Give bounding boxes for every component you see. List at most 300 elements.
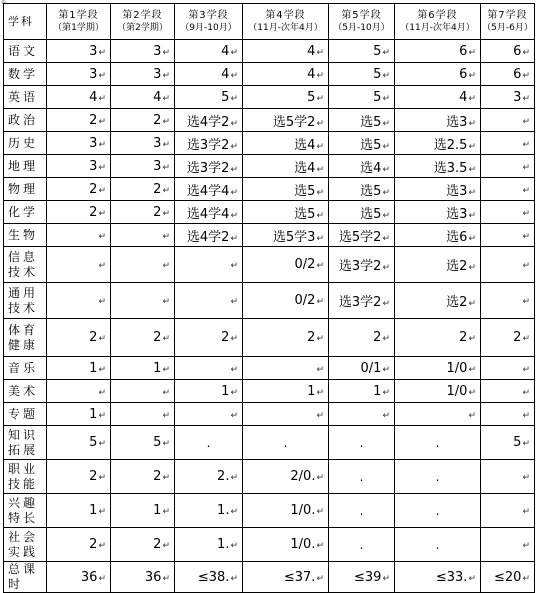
subject-cell: 通用技术 <box>4 283 47 319</box>
hours-value: 6 <box>513 43 522 59</box>
hours-cell <box>175 224 243 247</box>
table-row <box>4 562 535 593</box>
hours-value: 1 <box>89 360 98 376</box>
hours-cell <box>47 380 111 403</box>
hours-cell <box>243 528 329 562</box>
subject-cell: 专题 <box>4 403 47 426</box>
hours-cell <box>329 40 395 63</box>
hours-value: 3 <box>89 158 98 174</box>
hours-value: 3 <box>153 158 162 174</box>
hours-cell <box>47 178 111 201</box>
return-mark-icon: ↵ <box>316 141 324 152</box>
hours-cell <box>175 460 243 494</box>
hours-value: 选5 <box>294 183 316 199</box>
hours-cell <box>481 63 535 86</box>
return-mark-icon: ↵ <box>522 70 530 81</box>
subject-cell: 英语 <box>4 86 47 109</box>
header-semester-6 <box>395 4 481 40</box>
return-mark-icon: ↵ <box>468 334 476 344</box>
subject-cell: 历史 <box>4 132 47 155</box>
hours-cell <box>47 426 111 460</box>
return-mark-icon: ↵ <box>468 263 476 273</box>
return-mark-icon: ↵ <box>468 118 476 129</box>
hours-value: 选3 <box>446 206 468 222</box>
hours-cell <box>243 319 329 357</box>
hours-cell <box>329 528 395 562</box>
hours-cell <box>111 132 175 155</box>
table-row <box>4 460 535 494</box>
hours-value: 5 <box>307 89 316 105</box>
hours-cell <box>395 63 481 86</box>
hours-cell <box>243 562 329 593</box>
hours-cell <box>329 283 395 319</box>
hours-cell <box>47 86 111 109</box>
hours-value: 0/2 <box>294 293 316 308</box>
return-mark-icon: ↵ <box>382 118 390 129</box>
table-row <box>4 201 535 224</box>
hours-value: 0/2 <box>294 257 316 272</box>
return-mark-icon: ↵ <box>230 541 238 551</box>
return-mark-icon: ↵ <box>468 141 476 152</box>
hours-cell <box>329 494 395 528</box>
semester-title: 第4学段 <box>265 9 306 21</box>
table-row <box>4 247 535 283</box>
hours-cell <box>481 155 535 178</box>
hours-value: 4 <box>221 66 230 82</box>
return-mark-icon: ↵ <box>382 573 390 584</box>
hours-cell <box>47 132 111 155</box>
hours-cell <box>175 494 243 528</box>
subject-cell: 化学 <box>4 201 47 224</box>
table-row <box>4 403 535 426</box>
hours-cell <box>175 201 243 224</box>
return-mark-icon: ↵ <box>162 541 170 551</box>
header-semester-4 <box>243 4 329 40</box>
return-mark-icon: ↵ <box>316 70 324 81</box>
hours-cell <box>329 562 395 593</box>
hours-value: 1. <box>217 503 230 518</box>
hours-cell <box>481 403 535 426</box>
return-mark-icon: ↵ <box>230 507 238 517</box>
return-mark-icon: ↵ <box>162 364 170 375</box>
hours-cell <box>243 109 329 132</box>
hours-cell <box>243 283 329 319</box>
table-row <box>4 426 535 460</box>
hours-cell <box>111 319 175 357</box>
hours-cell <box>47 155 111 178</box>
hours-value: 4 <box>307 66 316 82</box>
hours-cell <box>395 132 481 155</box>
hours-cell <box>175 109 243 132</box>
return-mark-icon: ↵ <box>230 573 238 584</box>
subject-cell: 数学 <box>4 63 47 86</box>
hours-cell <box>395 357 481 380</box>
return-mark-icon: ↵ <box>98 334 106 344</box>
hours-value: 36 <box>80 569 98 585</box>
hours-value: 1/0. <box>290 503 316 518</box>
table-row <box>4 132 535 155</box>
hours-cell <box>111 86 175 109</box>
hours-value: 选5 <box>294 206 316 222</box>
hours-value: 1 <box>221 383 230 399</box>
return-mark-icon: ↵ <box>382 210 390 221</box>
table-row <box>4 109 535 132</box>
hours-value: 选4 <box>294 160 316 176</box>
hours-cell <box>395 283 481 319</box>
hours-cell <box>111 178 175 201</box>
hours-value: 选4学4 <box>186 183 230 199</box>
hours-value: 选5学3 <box>272 229 316 245</box>
hours-value: 2 <box>153 204 162 220</box>
hours-value: 3 <box>89 43 98 59</box>
semester-period: （第2学期） <box>117 22 168 33</box>
hours-cell <box>243 155 329 178</box>
hours-cell <box>175 283 243 319</box>
hours-cell <box>47 357 111 380</box>
table-row <box>4 40 535 63</box>
hours-cell <box>47 562 111 593</box>
return-mark-icon: ↵ <box>316 387 324 398</box>
return-mark-icon: ↵ <box>316 473 324 483</box>
return-mark-icon: ↵ <box>468 70 476 81</box>
hours-value: 2 <box>153 330 162 345</box>
header-row <box>4 4 535 40</box>
hours-cell <box>111 63 175 86</box>
hours-cell <box>111 283 175 319</box>
table-row <box>4 283 535 319</box>
hours-cell <box>47 528 111 562</box>
hours-value: 5 <box>89 435 98 450</box>
return-mark-icon: ↵ <box>98 364 106 375</box>
hours-cell <box>329 63 395 86</box>
return-mark-icon: ↵ <box>98 410 106 421</box>
hours-value: 36 <box>144 569 162 585</box>
hours-value: 2. <box>217 469 230 484</box>
return-mark-icon: ↵ <box>230 47 238 58</box>
hours-cell <box>243 460 329 494</box>
hours-cell <box>47 494 111 528</box>
hours-value: 2 <box>153 112 162 128</box>
hours-cell <box>47 403 111 426</box>
hours-cell <box>111 224 175 247</box>
hours-value: 4 <box>89 89 98 105</box>
hours-value: . <box>283 435 288 450</box>
hours-value: 选6 <box>446 229 468 245</box>
hours-cell <box>481 40 535 63</box>
hours-cell <box>481 494 535 528</box>
hours-cell <box>481 460 535 494</box>
return-mark-icon: ↵ <box>230 187 238 198</box>
return-mark-icon: ↵ <box>162 439 170 449</box>
hours-cell <box>111 40 175 63</box>
hours-cell <box>329 319 395 357</box>
hours-cell <box>111 403 175 426</box>
hours-cell <box>481 201 535 224</box>
semester-period: （11月-次年4月） <box>248 22 323 33</box>
hours-value: . <box>435 503 440 518</box>
hours-value: 选3学2 <box>338 295 382 310</box>
hours-cell <box>243 357 329 380</box>
hours-value: 选4学4 <box>186 206 230 222</box>
header-semester-1 <box>47 4 111 40</box>
hours-cell <box>481 283 535 319</box>
hours-value: ≤33. <box>435 569 468 585</box>
hours-cell <box>329 380 395 403</box>
hours-cell <box>395 380 481 403</box>
return-mark-icon: ↵ <box>162 573 170 584</box>
hours-cell <box>395 494 481 528</box>
return-mark-icon: ↵ <box>382 187 390 198</box>
hours-cell <box>111 528 175 562</box>
hours-value: 选4学2 <box>186 229 230 245</box>
hours-cell <box>395 460 481 494</box>
return-mark-icon: ↵ <box>316 187 324 198</box>
hours-value: 6 <box>459 43 468 59</box>
return-mark-icon: ↵ <box>382 70 390 81</box>
hours-value: 5 <box>373 89 382 105</box>
hours-value: 2 <box>89 330 98 345</box>
return-mark-icon: ↵ <box>382 364 390 375</box>
hours-value: 2 <box>89 181 98 197</box>
hours-value: 选2 <box>446 295 468 310</box>
hours-cell <box>329 155 395 178</box>
hours-cell <box>329 460 395 494</box>
return-mark-icon: ↵ <box>162 162 170 173</box>
return-mark-icon: ↵ <box>316 164 324 175</box>
table-row <box>4 155 535 178</box>
header-semester-3 <box>175 4 243 40</box>
hours-value: 2 <box>89 537 98 552</box>
hours-value: 1 <box>153 360 162 376</box>
return-mark-icon: ↵ <box>468 233 476 244</box>
hours-cell <box>481 109 535 132</box>
subject-cell: 职业技能 <box>4 460 47 494</box>
return-mark-icon: ↵ <box>468 164 476 175</box>
return-mark-icon: ↵ <box>316 210 324 221</box>
hours-value: 6 <box>459 66 468 82</box>
hours-cell <box>243 132 329 155</box>
hours-cell <box>329 426 395 460</box>
hours-value: 5 <box>373 66 382 82</box>
hours-value: 2 <box>513 330 522 345</box>
hours-cell <box>243 178 329 201</box>
hours-value: 5 <box>373 43 382 59</box>
hours-value: . <box>435 435 440 450</box>
semester-title: 第6学段 <box>417 9 458 21</box>
semester-period: （5月-6月） <box>482 22 533 33</box>
hours-cell <box>481 224 535 247</box>
return-mark-icon: ↵ <box>382 299 390 309</box>
return-mark-icon: ↵ <box>230 93 238 104</box>
hours-value: 4 <box>221 43 230 59</box>
hours-cell <box>111 247 175 283</box>
return-mark-icon: ↵ <box>230 164 238 175</box>
hours-cell <box>175 247 243 283</box>
semester-title: 第5学段 <box>341 9 382 21</box>
hours-cell <box>481 247 535 283</box>
hours-value: ≤39 <box>354 569 382 585</box>
return-mark-icon: ↵ <box>230 210 238 221</box>
hours-value: 2 <box>153 537 162 552</box>
hours-cell <box>175 178 243 201</box>
hours-cell <box>395 155 481 178</box>
hours-cell <box>47 40 111 63</box>
header-subject: 学科 <box>4 4 47 40</box>
hours-value: 选5学2 <box>272 114 316 130</box>
semester-period: （9月-10月） <box>180 22 237 33</box>
hours-cell <box>243 247 329 283</box>
return-mark-icon: ↵ <box>382 263 390 273</box>
return-mark-icon: ↵ <box>316 573 324 584</box>
table-row <box>4 63 535 86</box>
return-mark-icon: ↵ <box>230 334 238 344</box>
subject-cell: 音乐 <box>4 357 47 380</box>
hours-value: 选4学2 <box>186 114 230 130</box>
table-row <box>4 357 535 380</box>
hours-cell <box>111 460 175 494</box>
hours-cell <box>47 283 111 319</box>
hours-cell <box>395 528 481 562</box>
return-mark-icon: ↵ <box>468 47 476 58</box>
hours-value: 2 <box>459 330 468 345</box>
return-mark-icon: ↵ <box>162 116 170 127</box>
hours-cell <box>175 357 243 380</box>
hours-cell <box>481 426 535 460</box>
hours-value: 选4 <box>294 137 316 153</box>
return-mark-icon: ↵ <box>468 573 476 584</box>
return-mark-icon: ↵ <box>162 507 170 517</box>
semester-period: （5月-10月） <box>333 22 390 33</box>
hours-cell <box>395 403 481 426</box>
hours-value: 2 <box>153 469 162 484</box>
hours-cell <box>243 403 329 426</box>
return-mark-icon: ↵ <box>382 334 390 344</box>
return-mark-icon: ↵ <box>162 334 170 344</box>
return-mark-icon: ↵ <box>316 93 324 104</box>
hours-cell <box>481 178 535 201</box>
hours-value: 选2 <box>446 259 468 274</box>
hours-cell <box>243 86 329 109</box>
hours-value: 选3学2 <box>186 160 230 176</box>
hours-value: . <box>435 537 440 552</box>
table-row <box>4 528 535 562</box>
return-mark-icon: ↵ <box>98 185 106 196</box>
hours-value: 选2.5 <box>433 137 468 153</box>
return-mark-icon: ↵ <box>522 334 530 344</box>
hours-cell <box>481 380 535 403</box>
return-mark-icon: ↵ <box>98 139 106 150</box>
hours-cell <box>111 426 175 460</box>
hours-value: 5 <box>513 435 522 450</box>
hours-cell <box>47 201 111 224</box>
return-mark-icon: ↵ <box>316 233 324 244</box>
hours-value: 3 <box>89 66 98 82</box>
hours-cell <box>111 380 175 403</box>
hours-value: 1 <box>153 503 162 518</box>
table-row <box>4 319 535 357</box>
hours-cell <box>329 86 395 109</box>
hours-cell <box>243 63 329 86</box>
hours-cell <box>243 426 329 460</box>
hours-cell <box>329 178 395 201</box>
return-mark-icon: ↵ <box>230 387 238 398</box>
subject-cell: 知识拓展 <box>4 426 47 460</box>
return-mark-icon: ↵ <box>316 297 324 307</box>
hours-value: 1. <box>217 537 230 552</box>
table-row <box>4 380 535 403</box>
return-mark-icon: ↵ <box>230 233 238 244</box>
hours-cell <box>175 86 243 109</box>
hours-cell <box>47 109 111 132</box>
hours-value: . <box>359 503 364 518</box>
hours-value: 3 <box>513 89 522 105</box>
hours-cell <box>175 319 243 357</box>
hours-value: 选3学2 <box>186 137 230 153</box>
hours-value: 1 <box>89 503 98 518</box>
return-mark-icon: ↵ <box>230 141 238 152</box>
hours-value: 4 <box>459 89 468 105</box>
hours-value: 1/0 <box>446 383 468 399</box>
table-row <box>4 178 535 201</box>
table-body <box>4 40 535 593</box>
hours-cell <box>47 224 111 247</box>
subject-cell: 社会实践 <box>4 528 47 562</box>
semester-period: （第1学期） <box>53 22 104 33</box>
subject-cell: 总课时 <box>4 562 47 593</box>
return-mark-icon: ↵ <box>98 162 106 173</box>
hours-cell <box>175 380 243 403</box>
hours-cell <box>47 460 111 494</box>
hours-cell <box>175 63 243 86</box>
return-mark-icon: ↵ <box>468 187 476 198</box>
hours-value: 1 <box>307 383 316 399</box>
hours-cell <box>47 247 111 283</box>
return-mark-icon: ↵ <box>316 261 324 271</box>
hours-value: 4 <box>153 89 162 105</box>
return-mark-icon: ↵ <box>98 507 106 517</box>
hours-value: 2 <box>89 112 98 128</box>
hours-cell <box>329 109 395 132</box>
subject-cell: 体育健康 <box>4 319 47 357</box>
hours-cell <box>243 224 329 247</box>
hours-value: 1/0 <box>446 360 468 376</box>
return-mark-icon: ↵ <box>162 70 170 81</box>
hours-value: 选3 <box>446 183 468 199</box>
hours-cell <box>47 63 111 86</box>
hours-value: ≤37. <box>283 569 316 585</box>
hours-cell <box>481 319 535 357</box>
return-mark-icon: ↵ <box>468 299 476 309</box>
return-mark-icon: ↵ <box>162 47 170 58</box>
return-mark-icon: ↵ <box>98 47 106 58</box>
return-mark-icon: ↵ <box>162 93 170 104</box>
hours-value: 3 <box>153 66 162 82</box>
table-row <box>4 224 535 247</box>
hours-value: 选5 <box>360 114 382 130</box>
subject-cell: 语文 <box>4 40 47 63</box>
semester-period: （11月-次年4月） <box>400 22 475 33</box>
hours-value: 1 <box>373 383 382 399</box>
return-mark-icon: ↵ <box>162 139 170 150</box>
hours-cell <box>175 132 243 155</box>
hours-cell <box>395 40 481 63</box>
hours-cell <box>481 357 535 380</box>
hours-cell <box>243 380 329 403</box>
hours-cell <box>329 201 395 224</box>
return-mark-icon: ↵ <box>382 47 390 58</box>
hours-cell <box>395 247 481 283</box>
return-mark-icon: ↵ <box>316 541 324 551</box>
